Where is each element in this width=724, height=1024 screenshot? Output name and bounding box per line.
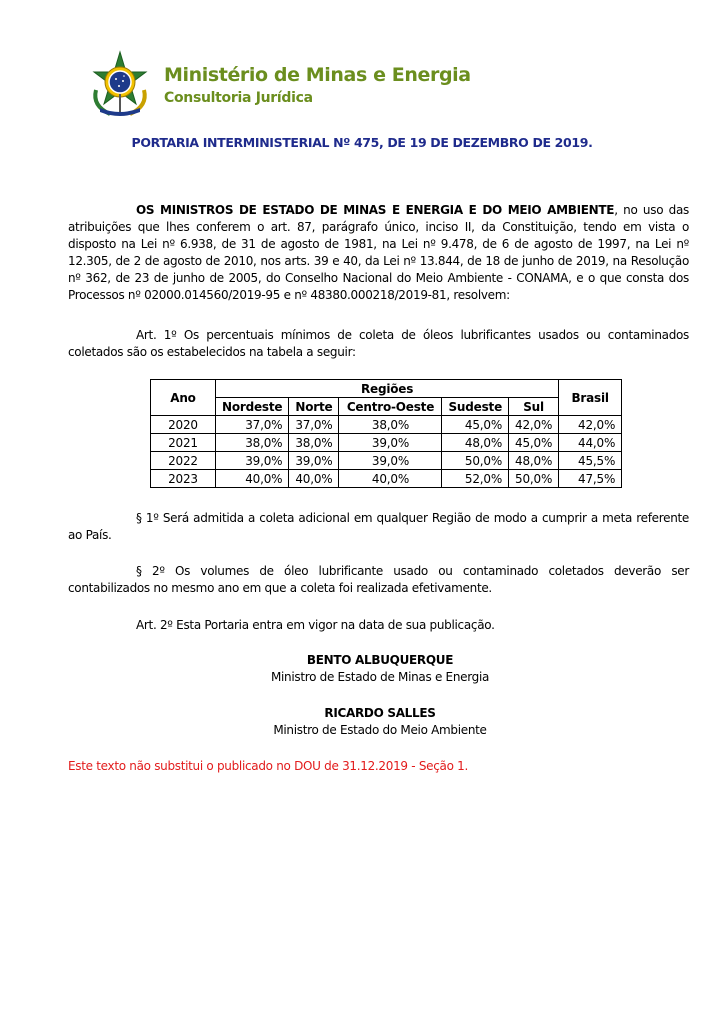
table-row xyxy=(151,416,622,434)
table-cell: 48,0% xyxy=(442,434,509,452)
table-cell: 39,0% xyxy=(289,452,339,470)
disclaimer-note: Este texto não substitui o publicado no DOU de 31.12.2019 - Seção 1. xyxy=(68,759,468,773)
header-region: Sudeste xyxy=(442,398,509,416)
table-row xyxy=(151,434,622,452)
signature-block xyxy=(190,705,570,739)
header-region: Norte xyxy=(289,398,339,416)
table-row xyxy=(151,470,622,488)
table-cell: 2020 xyxy=(151,416,216,434)
letterhead xyxy=(86,50,646,120)
signatory-role: Ministro de Estado de Minas e Energia xyxy=(270,670,490,684)
paragraph-1-text: § 1º Será admitida a coleta adicional em qualquer Região de modo a cumprir a meta referente ao País. xyxy=(68,511,689,542)
table-cell: 39,0% xyxy=(339,452,442,470)
table-cell: 45,0% xyxy=(509,434,559,452)
brazil-coat-of-arms-icon xyxy=(86,50,154,118)
table-cell: 40,0% xyxy=(339,470,442,488)
header-regioes: Regiões xyxy=(216,380,559,398)
table-cell: 38,0% xyxy=(216,434,289,452)
article-2 xyxy=(68,617,689,634)
header-region: Centro-Oeste xyxy=(339,398,442,416)
paragraph-2 xyxy=(68,563,689,597)
signatory-name: RICARDO SALLES xyxy=(324,706,436,720)
table-cell: 45,5% xyxy=(559,452,622,470)
preamble xyxy=(68,202,689,304)
document-title: PORTARIA INTERMINISTERIAL Nº 475, DE 19 DE DEZEMBRO DE 2019. xyxy=(131,135,593,150)
table-cell: 40,0% xyxy=(289,470,339,488)
consultancy-name: Consultoria Jurídica xyxy=(164,90,313,106)
table-cell: 44,0% xyxy=(559,434,622,452)
table-cell: 2023 xyxy=(151,470,216,488)
signature-block xyxy=(190,652,570,686)
article-1 xyxy=(68,327,689,361)
table-cell: 40,0% xyxy=(216,470,289,488)
table-cell: 2022 xyxy=(151,452,216,470)
article-2-text: Art. 2º Esta Portaria entra em vigor na data de sua publicação. xyxy=(136,618,495,632)
table-cell: 38,0% xyxy=(339,416,442,434)
preamble-text: , no uso das atribuições que lhes conferem o art. 87, parágrafo único, inciso II, da Constituição, tendo em vista o disposto na Lei nº 6.938, de 31 de agosto de 1981, na Lei nº 9.478, de 6 de agosto de 1997, na Lei nº 12.305, de 2 de agosto de 2010, nos arts. 39 e 40, da Lei nº 13.844, de 18 de junho de 2019, na Resolução nº 362, de 23 de junho de 2005, do Conselho Nacional do Meio Ambiente - CONAMA, e o que consta dos Processos nº 02000.014560/2019-95 e nº 48380.000218/2019-81, resolvem: xyxy=(68,203,690,302)
article-1-text: Art. 1º Os percentuais mínimos de coleta de óleos lubrificantes usados ou contaminados coletados são os estabelecidos na tabela a seguir: xyxy=(68,328,689,359)
header-brasil: Brasil xyxy=(559,380,622,416)
table-cell: 37,0% xyxy=(216,416,289,434)
ministry-name: Ministério de Minas e Energia xyxy=(164,64,471,86)
signatory-name: BENTO ALBUQUERQUE xyxy=(306,653,454,667)
table-cell: 47,5% xyxy=(559,470,622,488)
paragraph-2-text: § 2º Os volumes de óleo lubrificante usado ou contaminado coletados deverão ser contabilizados no mesmo ano em que a coleta foi realizada efetivamente. xyxy=(68,564,689,595)
paragraph-1 xyxy=(68,510,689,544)
table-cell: 48,0% xyxy=(509,452,559,470)
table-cell: 42,0% xyxy=(559,416,622,434)
table-row xyxy=(151,452,622,470)
signatory-role: Ministro de Estado do Meio Ambiente xyxy=(273,723,487,737)
table-cell: 39,0% xyxy=(216,452,289,470)
table-cell: 45,0% xyxy=(442,416,509,434)
table-cell: 38,0% xyxy=(289,434,339,452)
table-cell: 50,0% xyxy=(442,452,509,470)
table-cell: 39,0% xyxy=(339,434,442,452)
table-cell: 50,0% xyxy=(509,470,559,488)
table-cell: 52,0% xyxy=(442,470,509,488)
collection-rates-table xyxy=(150,379,622,488)
preamble-ministers: OS MINISTROS DE ESTADO DE MINAS E ENERGIA E DO MEIO AMBIENTE xyxy=(136,203,615,217)
table-cell: 42,0% xyxy=(509,416,559,434)
header-region: Sul xyxy=(509,398,559,416)
header-ano: Ano xyxy=(151,380,216,416)
table-cell: 37,0% xyxy=(289,416,339,434)
header-region: Nordeste xyxy=(216,398,289,416)
table-cell: 2021 xyxy=(151,434,216,452)
